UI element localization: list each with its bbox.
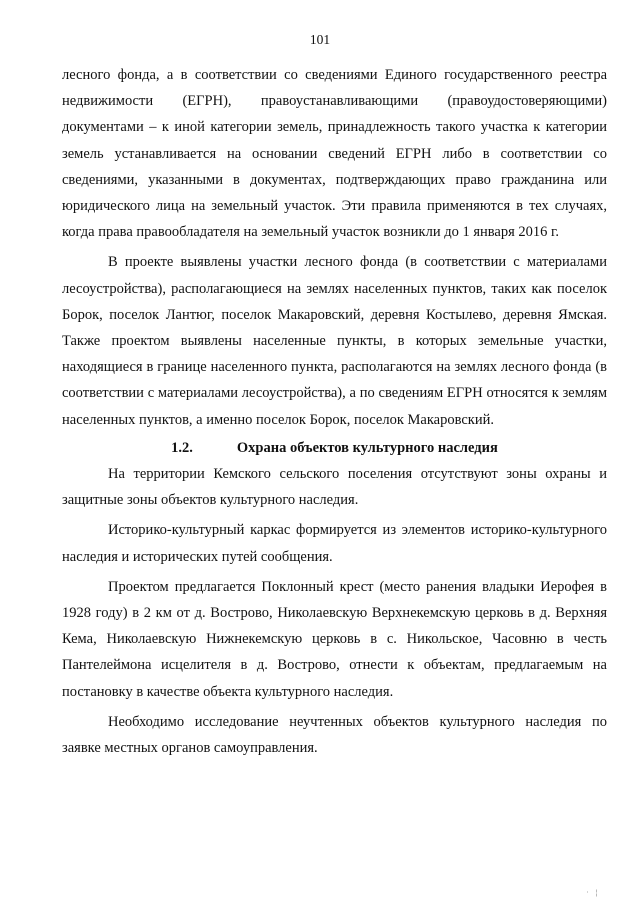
document-body xyxy=(62,62,607,761)
section-title: Охрана объектов культурного наследия xyxy=(236,439,498,456)
paragraph: Историко-культурный каркас формируется из элементов историко-культурного наследия и исторических путей сообщения. xyxy=(62,522,607,565)
paragraph: Проектом предлагается Поклонный крест (место ранения владыки Иерофея в 1928 году) в 2 км от д. Вострово, Николаевскую Верхнекемскую церковь в д. Верхняя Кема, Николаевскую Нижнекемскую церковь в с. Никольское, Часовню в честь Пантелеймона исцелителя в д. Вострово, отнести к объектам, предлагаемым на постановку в качестве объекта культурного наследия. xyxy=(62,578,607,700)
scan-artifact: · ¦ xyxy=(586,888,600,897)
section-number: 1.2. xyxy=(171,439,193,456)
section-heading xyxy=(62,435,607,461)
page-number: 101 xyxy=(309,32,331,47)
paragraph: На территории Кемского сельского поселения отсутствуют зоны охраны и защитные зоны объектов культурного наследия. xyxy=(62,466,607,509)
paragraph: Необходимо исследование неучтенных объектов культурного наследия по заявке местных органов самоуправления. xyxy=(62,713,607,757)
paragraph: В проекте выявлены участки лесного фонда (в соответствии с материалами лесоустройства), располагающиеся на землях населенных пунктов, таких как поселок Борок, поселок Лантюг, поселок Макаровский, деревня Костылево, деревня Ямская. Также проектом выявлены населенные пункты, в которых земельные участки, находящиеся в границе населенного пункта, располагаются на землях лесного фонда (в соответствии с материалами лесоустройства), а по сведениям ЕГРН относятся к землям населенных пунктов, а именно поселок Борок, поселок Макаровский. xyxy=(62,254,607,428)
paragraph: лесного фонда, а в соответствии со сведениями Единого государственного реестра недвижимости (ЕГРН), правоустанавливающими (правоудостоверяющими) документами – к иной категории земель, принадлежность такого участка к категории земель устанавливается на основании сведений ЕГРН либо в соответствии со сведениями, указанными в документах, подтверждающих право гражданина или юридического лица на земельный участок. Эти правила применяются в тех случаях, когда права правообладателя на земельный участок возникли до 1 января 2016 г. xyxy=(62,67,607,241)
